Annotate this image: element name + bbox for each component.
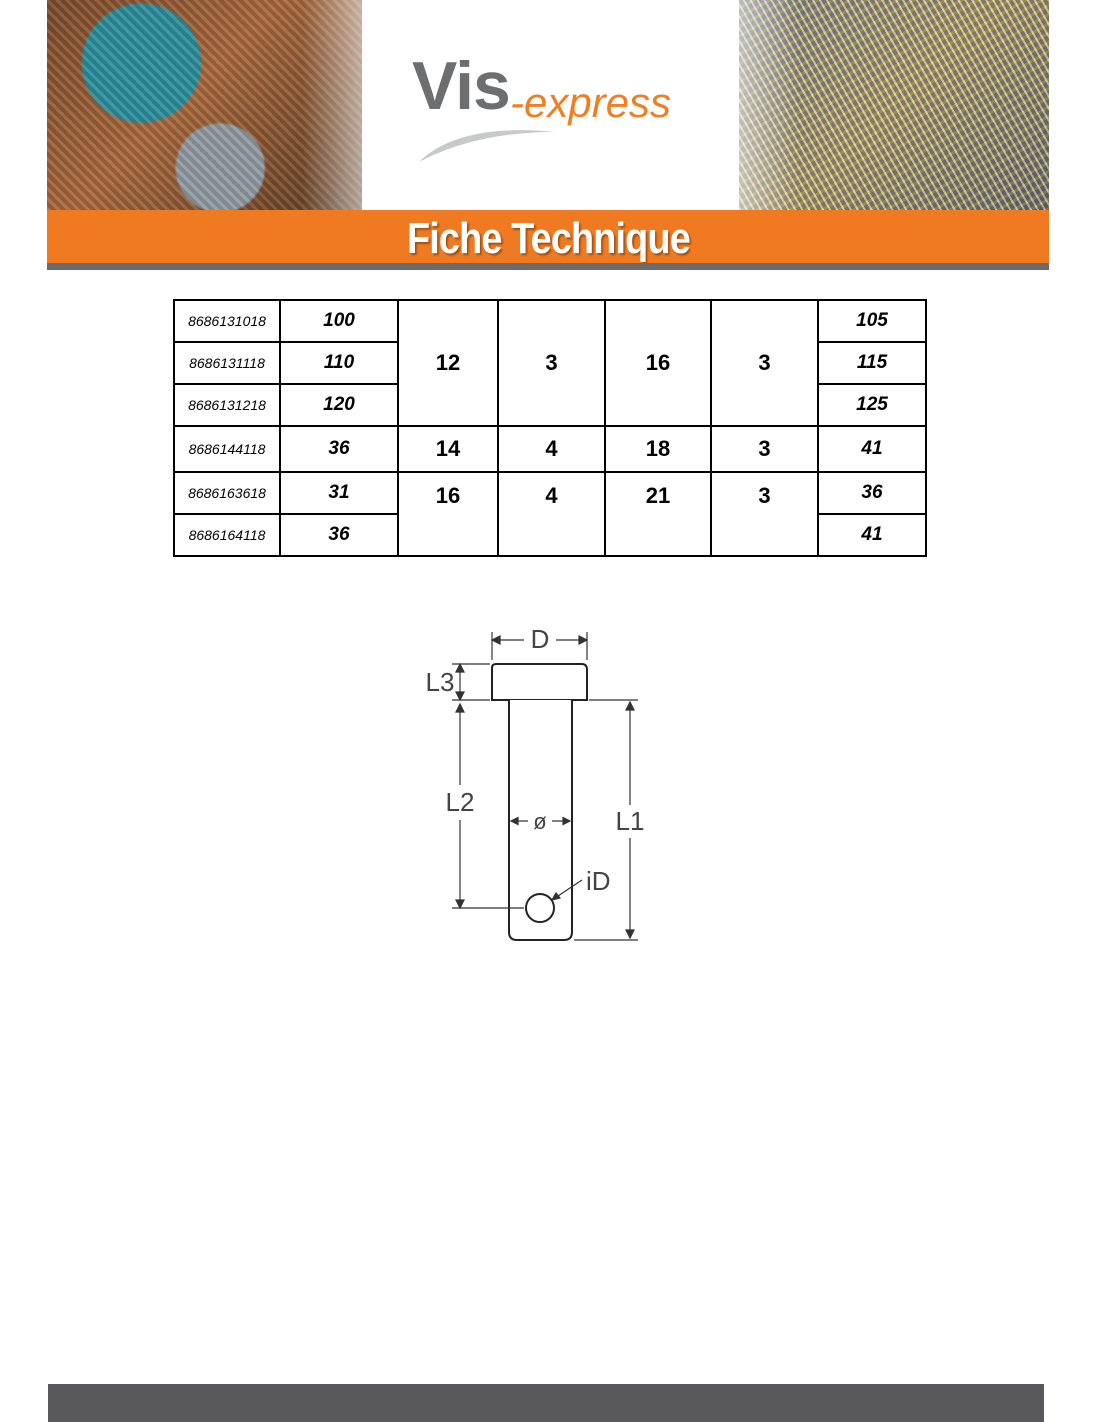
vis-express-logo [412,48,712,172]
value-cell: 4 [498,426,605,472]
value-cell: 36 [818,472,926,514]
pin-head [492,664,587,700]
ref-cell: 8686144118 [174,426,280,472]
table-row [174,300,926,342]
value-cell: 120 [280,384,398,426]
value-cell: 36 [280,514,398,556]
value-cell: 14 [398,426,498,472]
label-l3: L3 [425,667,455,697]
page-header [47,0,1049,270]
table-row [174,426,926,472]
ref-cell: 8686131018 [174,300,280,342]
value-cell: 115 [818,342,926,384]
value-cell: 18 [605,426,711,472]
label-diameter: ø [533,809,547,834]
label-d: D [530,624,550,654]
logo-swoosh-icon [417,124,557,164]
table-row [174,472,926,514]
value-cell: 125 [818,384,926,426]
value-cell: 36 [280,426,398,472]
value-cell: 3 [498,300,605,426]
ref-cell: 8686163618 [174,472,280,514]
value-cell: 3 [711,300,818,426]
value-cell: 110 [280,342,398,384]
value-cell: 41 [818,514,926,556]
ref-cell: 8686131218 [174,384,280,426]
ref-cell: 8686131118 [174,342,280,384]
label-l2: L2 [445,787,475,817]
logo-sub-text: -express [510,79,672,126]
footer-bar [48,1384,1044,1422]
value-cell: 3 [711,426,818,472]
spec-table [173,299,927,557]
value-cell: 3 [711,472,818,556]
label-id: iD [586,866,611,896]
banner-rule [47,263,1049,270]
value-cell: 12 [398,300,498,426]
value-cell: 105 [818,300,926,342]
label-l1: L1 [615,806,645,836]
photo-fade-left [302,0,412,210]
ref-cell: 8686164118 [174,514,280,556]
banner-title: Fiche Technique [406,214,690,263]
clevis-pin-diagram [412,620,652,950]
value-cell: 31 [280,472,398,514]
logo-main-text: Vis [412,48,510,124]
value-cell: 4 [498,472,605,556]
value-cell: 100 [280,300,398,342]
value-cell: 41 [818,426,926,472]
value-cell: 16 [398,472,498,556]
value-cell: 21 [605,472,711,556]
value-cell: 16 [605,300,711,426]
title-banner [47,210,1049,263]
